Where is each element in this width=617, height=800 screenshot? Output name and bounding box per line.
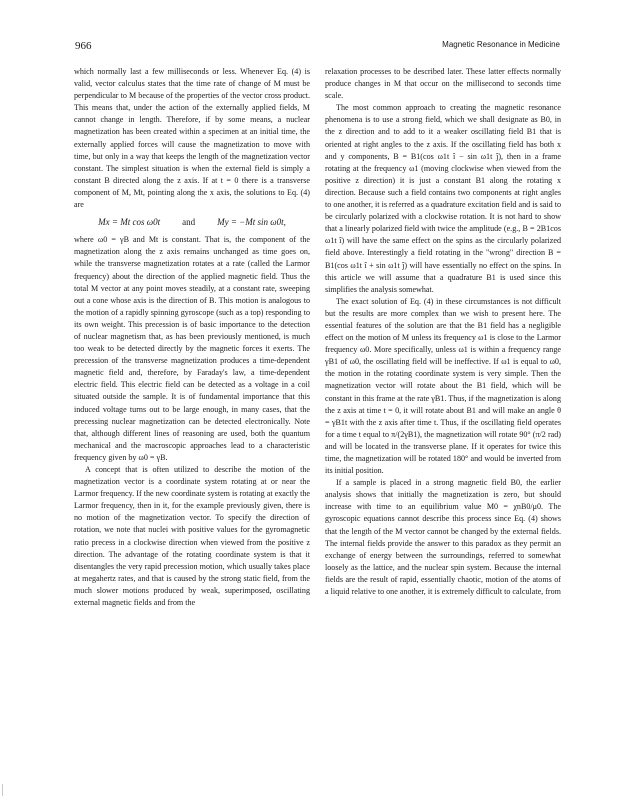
scan-margin-mark	[2, 784, 3, 796]
left-column	[74, 66, 310, 609]
paragraph: The exact solution of Eq. (4) in these circumstances is not difficult but the results are more complex than we wish to present here. The essential features of the solution are that the B1 field has a negligible effect on the motion of M unless its frequency ω1 is close to the Larmor frequency ω0. More specifically, unless ω1 is within a frequency range γB1 of ω0, the oscillating field will be ineffective. If ω1 is equal to ω0, the motion in the rotating coordinate system is very simple. Then the magnetization vector will rotate about the B1 field, which will be constant in this frame at the rate γB1. Thus, if the magnetization is along the z axis at time t = 0, it will rotate about B1 and will make an angle θ = γB1t with the z axis after time t. Thus, if the oscillating field operates for a time t equal to π/(2γB1), the magnetization will rotate 90° (π/2 rad) and will be located in the transverse plane. If it operates for twice this time, the magnetization will be rotated 180° and would be inverted from its initial position.	[325, 296, 561, 476]
equation	[74, 216, 310, 228]
paragraph: If a sample is placed in a strong magnetic field B0, the earlier analysis shows that initially the magnetization is zero, but should increase with time to an equilibrium value M0 = χnB0/μ0. The gyroscopic equations cannot describe this process since Eq. (4) shows that the length of the M vector cannot be changed by the external fields. The internal fields provide the answer to this paradox as they permit an exchange of energy between the surroundings, referred to somewhat loosely as the lattice, and the nuclear spin system. Because the internal fields are the result of rapid, essentially chaotic, motion of the atoms of a liquid relative to one another, it is extremely difficult to calculate, from	[325, 478, 561, 597]
paragraph: A concept that is often utilized to describe the motion of the magnetization vector is a coordinate system rotating at or near the Larmor frequency. If the new coordinate system is rotating at exactly the Larmor frequency, then in it, for the example previously given, there is no motion of the magnetization vector. To specify the direction of rotation, we note that nuclei with positive values for the gyromagnetic ratio precess in a clockwise direction when viewed from the positive z direction. The advantage of the rotating coordinate system is that it disentangles the very rapid precession motion, which usually takes place at megahertz rates, and that is caused by the strong static field, from the much slower motions produced by weak, superimposed, oscillating external magnetic fields and from the	[74, 465, 310, 608]
paragraph: which normally last a few milliseconds or less. Whenever Eq. (4) is valid, vector calculus states that the time rate of change of M must be perpendicular to M because of the properties of the vector cross product. This means that, under the action of the externally applied fields, M cannot change in length. Therefore, if by some means, a nuclear magnetization has been created within a specimen at an initial time, the externally applied forces will cause the magnetization to move with time, but only in a way that keeps the length of the magnetization vector constant. The simplest situation is when the external field is simply a constant B directed along the z axis. If at t = 0 there is a transverse component of M, Mt, pointing along the x axis, the solutions to Eq. (4) are	[74, 67, 310, 210]
paragraph: The most common approach to creating the magnetic resonance phenomena is to use a strong field, which we shall designate as B0, in the z direction and to add to it a weaker oscillating field B1 that is oriented at right angles to the z axis. If the oscillating field has both x and y components, B = B1(cos ω1t î − sin ω1t ĵ), then in a frame rotating at the frequency ω1 (moving clockwise when viewed from the positive z direction) it is just a constant B1 along the rotating x direction. Because such a field contains two components at right angles to one another, it is referred as a quadrature excitation field and is said to be circularly polarized with a clockwise rotation. It is not hard to show that a linearly polarized field with twice the amplitude (e.g., B = 2B1cos ω1t î) will have the same effect on the spins as the circularly polarized field above. Interestingly a field rotating in the "wrong" direction B = B1(cos ω1t î + sin ω1t ĵ) will have essentially no effect on the spins. In this article we will assume that a quadrature B1 is used since this simplifies the analysis somewhat.	[325, 103, 561, 294]
paragraph: where ω0 = γB and Mt is constant. That is, the component of the magnetization along the z axis remains unchanged as time goes on, while the transverse magnetization rotates at a rate (called the Larmor frequency) about the direction of the applied magnetic field. Thus the total M vector at any point moves steadily, at a constant rate, sweeping out a cone whose axis is the direction of B. This motion is analogous to the motion of a rapidly spinning gyroscope (such as a top) responding to its own weight. This precession is of basic importance to the detection of nuclear magnetism that, as has been previously mentioned, is much too weak to be detected directly by the magnetic forces it exerts. The precession of the transverse magnetization produces a time-dependent magnetic field and, therefore, by Faraday's law, a time-dependent electric field. This electric field can be detected as a voltage in a coil situated outside the sample. It is of fundamental importance that this induced voltage turns out to be large enough, in many cases, that the precessing nuclear magnetization can be detected electronically. Note that, although different lines of reasoning are used, both the quantum mechanical and the macroscopic approaches lead to a characteristic frequency given by ω0 = γB.	[74, 235, 310, 462]
right-column	[325, 66, 561, 598]
equation-mx: Mx = Mt cos ω0t	[98, 217, 161, 228]
journal-title: Magnetic Resonance in Medicine	[442, 40, 560, 49]
equation-my: My = −Mt sin ω0t,	[217, 217, 286, 228]
paragraph: relaxation processes to be described later. These latter effects normally produce changes in M that occur on the millisecond to seconds time scale.	[325, 67, 561, 101]
equation-conjunction: and	[182, 217, 196, 228]
page-number: 966	[75, 40, 92, 52]
page-header	[75, 40, 560, 54]
